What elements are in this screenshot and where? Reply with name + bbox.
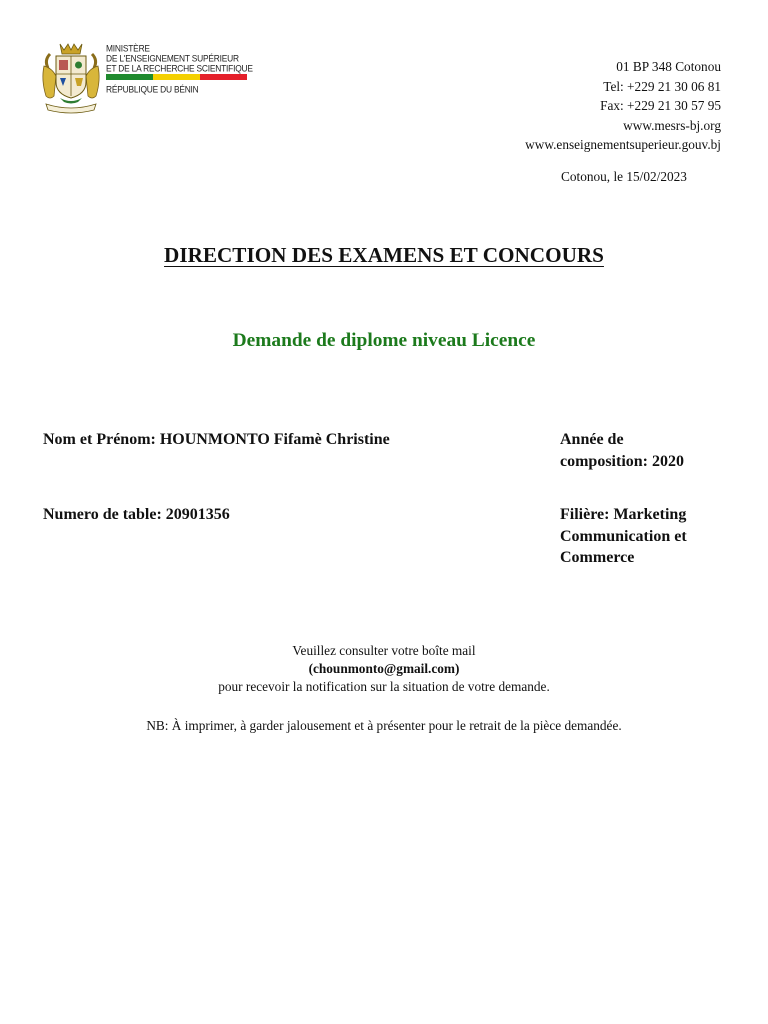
- contact-website[interactable]: www.mesrs-bj.org: [623, 117, 721, 133]
- contact-block: [525, 57, 721, 155]
- study-branch-line: Communication et: [560, 527, 687, 545]
- composition-year-line: Année de: [560, 431, 624, 448]
- nb-note: NB: À imprimer, à garder jalousement et à présenter pour le retrait de la pièce demandée.: [146, 718, 622, 733]
- contact-fax: Fax: +229 21 30 57 95: [600, 98, 721, 114]
- table-number: Numero de table: 20901356: [43, 506, 230, 523]
- direction-heading: [0, 243, 768, 268]
- notice-block: [0, 642, 768, 697]
- notice-line: Veuillez consulter votre boîte mail: [292, 643, 476, 658]
- flag-yellow: [153, 74, 200, 80]
- notice-line: pour recevoir la notification sur la situation de votre demande.: [218, 679, 550, 695]
- flag-red: [200, 74, 247, 80]
- ministry-line: MINISTÈRE: [106, 43, 150, 54]
- contact-address: 01 BP 348 Cotonou: [616, 59, 721, 74]
- request-title: Demande de diplome niveau Licence: [232, 330, 536, 351]
- study-branch-line: Filière: Marketing: [560, 506, 687, 523]
- direction-heading-text: DIRECTION DES EXAMENS ET CONCOURS: [164, 243, 604, 267]
- document-date: Cotonou, le 15/02/2023: [561, 169, 687, 184]
- student-name: Nom et Prénom: HOUNMONTO Fifamè Christine: [43, 431, 390, 448]
- notice-email[interactable]: (chounmonto@gmail.com): [308, 661, 460, 677]
- coat-of-arms-icon: [40, 40, 102, 116]
- country-name: RÉPUBLIQUE DU BÉNIN: [106, 84, 199, 95]
- study-branch-line: Commerce: [560, 549, 635, 566]
- composition-year: [560, 429, 720, 472]
- ministry-line: DE L'ENSEIGNEMENT SUPÉRIEUR: [106, 53, 239, 64]
- contact-website-alt[interactable]: www.enseignementsuperieur.gouv.bj: [525, 137, 721, 153]
- ministry-header: [106, 43, 251, 94]
- flag-green: [106, 74, 153, 80]
- ministry-line: ET DE LA RECHERCHE SCIENTIFIQUE: [106, 63, 253, 74]
- flag-bar: [106, 74, 247, 80]
- study-branch: [560, 504, 720, 569]
- contact-tel: Tel: +229 21 30 06 81: [603, 78, 721, 94]
- composition-year-line: composition: 2020: [560, 452, 684, 470]
